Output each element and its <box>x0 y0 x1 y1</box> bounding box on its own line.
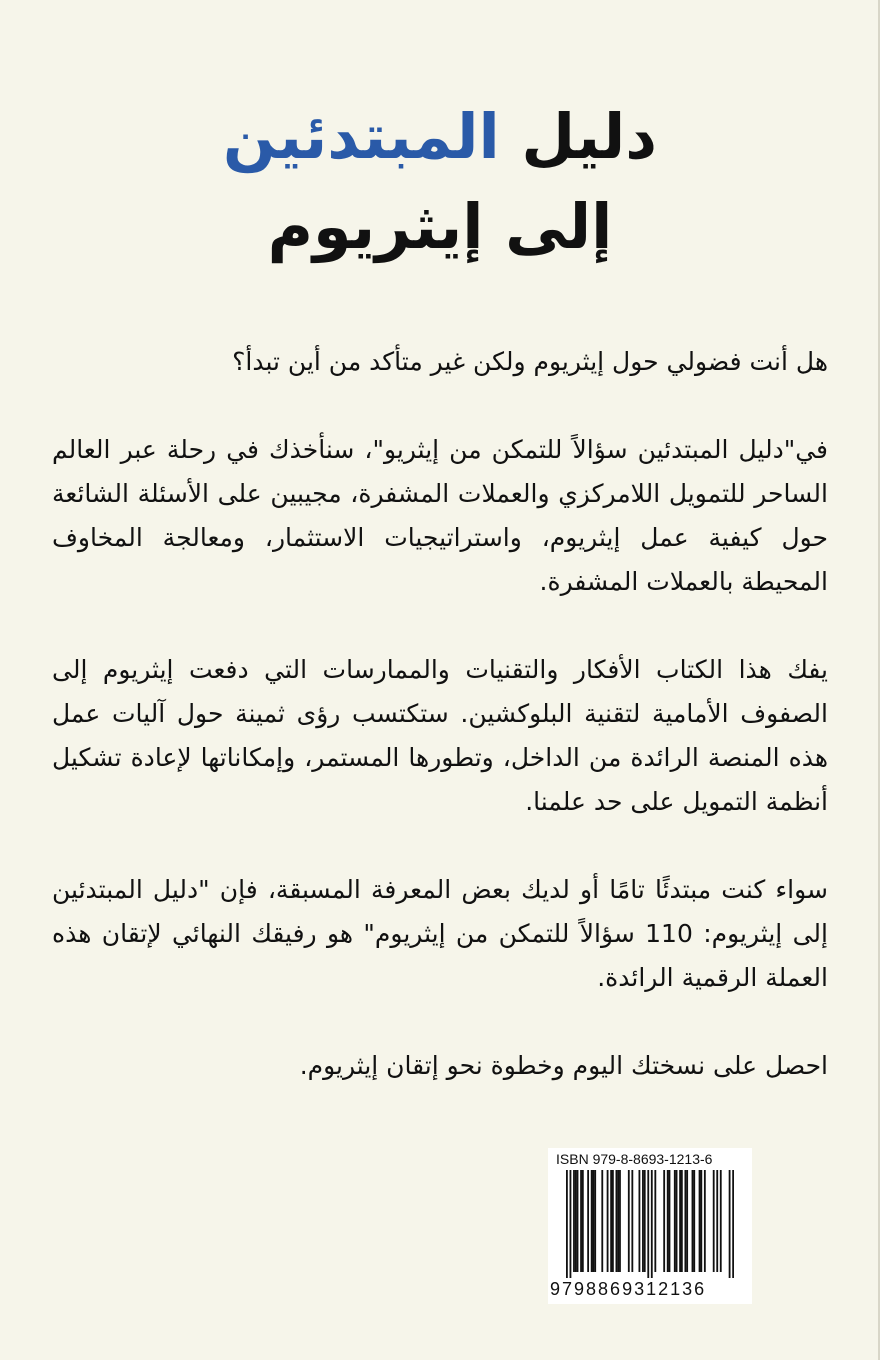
barcode-bar <box>647 1170 649 1278</box>
blurb-paragraph-1: هل أنت فضولي حول إيثريوم ولكن غير متأكد من أين تبدأ؟ <box>232 347 828 376</box>
barcode-bar <box>693 1170 695 1272</box>
title-line-1 <box>0 92 880 182</box>
blurb-paragraph-5: احصل على نسختك اليوم وخطوة نحو إتقان إيثريوم. <box>299 1051 828 1080</box>
book-title <box>0 92 880 272</box>
barcode-bar <box>720 1170 722 1272</box>
barcode-bar <box>616 1170 618 1272</box>
barcode-bar <box>582 1170 584 1272</box>
barcode-bar <box>642 1170 644 1272</box>
barcode-bar <box>587 1170 589 1272</box>
barcode-bar <box>667 1170 669 1272</box>
barcode-bar <box>607 1170 609 1272</box>
isbn-label: ISBN 979-8-8693-1213-6 <box>556 1151 713 1167</box>
barcode-bar <box>651 1170 653 1278</box>
barcode-bar <box>699 1170 701 1272</box>
title-word-beginners: المبتدئين <box>222 100 500 173</box>
barcode-bar <box>700 1170 702 1272</box>
barcode-bar <box>639 1170 641 1272</box>
barcode-bar <box>679 1170 681 1272</box>
barcode-bar <box>669 1170 671 1272</box>
barcode-bar <box>575 1170 577 1272</box>
barcode-bar <box>704 1170 706 1272</box>
barcode-bar <box>663 1170 665 1272</box>
barcode-bar <box>570 1170 572 1278</box>
barcode-bar <box>577 1170 579 1272</box>
barcode-bar <box>619 1170 621 1272</box>
barcode-bars <box>566 1170 734 1278</box>
barcode-bar <box>573 1170 575 1272</box>
barcode-bar <box>716 1170 718 1272</box>
barcode-bar <box>686 1170 688 1272</box>
barcode-bar <box>681 1170 683 1272</box>
barcode-bar <box>593 1170 595 1272</box>
barcode-bar <box>684 1170 686 1272</box>
barcode-bar <box>676 1170 678 1272</box>
blurb-paragraph-3: يفك هذا الكتاب الأفكار والتقنيات والممارسات التي دفعت إيثريوم إلى الصفوف الأمامية لتقنية البلوكشين. ستكتسب رؤى ثمينة حول آليات عمل هذه المنصة الرائدة من الداخل، وتطورها المستمر، وإمكاناتها لإعادة تشكيل أنظمة التمويل على حد علمنا. <box>52 655 828 816</box>
blurb-paragraph-4: سواء كنت مبتدئًا تامًا أو لديك بعض المعرفة المسبقة، فإن "دليل المبتدئين إلى إيثريوم: 110 سؤالاً للتمكن من إيثريوم" هو رفيقك النهائي لإتقان هذه العملة الرقمية الرائدة. <box>52 875 828 992</box>
title-line-2: إلى إيثريوم <box>267 190 613 263</box>
barcode-bar <box>674 1170 676 1272</box>
barcode-bar <box>591 1170 593 1272</box>
barcode-bar <box>631 1170 633 1272</box>
barcode-bar <box>692 1170 694 1272</box>
barcode-bar <box>729 1170 731 1278</box>
barcode-bar <box>610 1170 612 1272</box>
barcode-bar <box>617 1170 619 1272</box>
barcode-bar <box>612 1170 614 1272</box>
barcode-bar <box>594 1170 596 1272</box>
isbn-barcode <box>548 1148 752 1304</box>
barcode-bar <box>713 1170 715 1272</box>
barcode-bar <box>628 1170 630 1272</box>
back-cover-blurb <box>52 340 828 1132</box>
barcode-bar <box>644 1170 646 1272</box>
barcode-bar <box>566 1170 568 1278</box>
barcode-bar <box>601 1170 603 1272</box>
barcode-bar <box>732 1170 734 1278</box>
barcode-bar <box>580 1170 582 1272</box>
barcode-bar <box>654 1170 656 1272</box>
barcode-digits: 9798869312136 <box>550 1279 707 1299</box>
blurb-paragraph-2: في"دليل المبتدئين سؤالاً للتمكن من إيثريو"، سنأخذك في رحلة عبر العالم الساحر للتمويل اللامركزي والعملات المشفرة، مجيبين على الأسئلة الشائعة حول كيفية عمل إيثريوم، واستراتيجيات الاستثمار، ومعالجة المخاوف المحيطة بالعملات المشفرة. <box>52 435 828 596</box>
title-word-guide: دليل <box>499 100 658 173</box>
